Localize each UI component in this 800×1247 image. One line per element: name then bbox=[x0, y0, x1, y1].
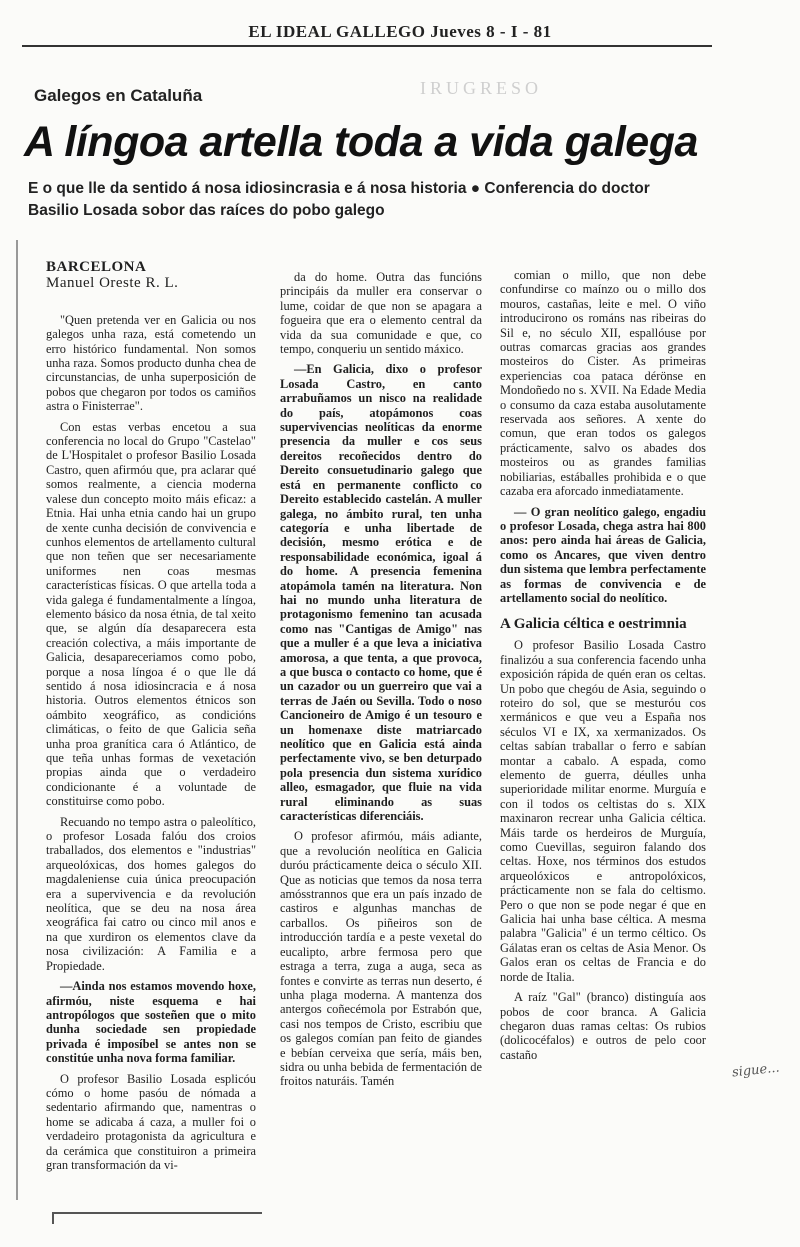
paragraph: — O gran neolítico galego, engadiu o profesor Losada, chega astra hai 800 anos: pero ainda hai áreas de Galicia, como os Ancares, que viven dentro dun sistema que lembra perfectamente as formas de convivencia e de artellamento social do neolítico. bbox=[500, 504, 706, 605]
paragraph: A raíz "Gal" (branco) distinguía aos pobos de coor branca. A Galicia chegaron duas ramas celtas: Os rubios (dolicocéfalos) e outros de pelo coor castaño bbox=[500, 990, 706, 1062]
kicker: Galegos en Cataluña bbox=[34, 86, 203, 105]
paragraph: —En Galicia, dixo o profesor Losada Castro, en canto arrabuñamos un nisco na realidade do país, atopámonos coas supervivencias neolíticas da enorme presencia da muller e cos seus dereitos recoñecidos dentro do Dereito consuetudinario galego que está en permanente conflicto co Dereito establecido castelán. A muller galega, no ámbito rural, ten unha categoría e unha libertade de decisión, mesmo erótica e de responsabilidade económica, igoal á do home. A presencia femenina atopámola tamén na literatura. Non hai no mundo unha literatura de protagonismo femenino tan acusada como nas "Cantigas de Amigo" nas que a muller é a que leva a iniciativa amorosa, a que tenta, a que provoca, a que busca o contacto co home, que é un cazador ou un guerreiro que vai a terras de Jaén ou Sevilla. Todo o noso Cancioneiro de Amigo é un tesouro e un homenaxe diste matriarcado neolítico que en Galicia está ainda perfectamente vivo, se ben deturpado pola presencia dun sistema xurídico alleo, esmagador, que fluie na vida rural eliminando as suas características diferenciáis. bbox=[280, 362, 482, 824]
dateline: BARCELONA bbox=[46, 259, 147, 275]
masthead-rule bbox=[22, 45, 712, 47]
paragraph: —Ainda nos estamos movendo hoxe, afirmóu, niste esquema e hai antropólogos que sosteñen que o mito dunha sociedade sen propiedade privada é imposíbel se antes non se constitúe unha nova forma familiar. bbox=[46, 979, 256, 1066]
bleed-through-text: IRUGRESO bbox=[420, 78, 543, 98]
paragraph: O profesor afirmóu, máis adiante, que a revolución neolítica en Galicia duróu prácticamente deica o século XII. Que as noticias que temos da nosa terra amósstrannos que era un país inzado de castiros e algunhas manchas de carballos. Os piñeiros son de introducción tardía e a peste vexetal do eucalipto, arbre fermosa pero que estraga a terra, zuga a auga, seca as fontes e convirte as terras nun deserto, é unha plaga moderna. A mantenza dos antergos coñecémola por Estrabón que, casi nos tempos de Cristo, escribiu que os galegos comían pan feito de giandes e bebían cerveixa que sería, máis ben, sidra ou unha bebida de fermentación de froitos naturáis. Tamén bbox=[280, 829, 482, 1089]
column-1-body bbox=[46, 313, 256, 1173]
column-3 bbox=[500, 268, 706, 1068]
paragraph: comian o millo, que non debe confundirse co maínzo ou o millo dos mouros, castañas, leite e mel. O viño introducirono os románs nas ribeiras do Sil e, no século XII, espallóuse por outras comarcas gracias aos grandes mosteiros do Cister. As primeiras experiencias coa pataca dérönse en Mondoñedo no s. XVII. Na Edade Media o consumo da caza estaba ausolutamente reservada aos señores. A xente do comun, que eran todos os galegos prácticamente, salvo os abades dos mosteiros ou as grandes familias nobiliarias, estáballes prohibida e o que cazaba era aforcado inmediatamente. bbox=[500, 268, 706, 499]
bottom-rule bbox=[52, 1212, 262, 1214]
paragraph: O profesor Basilio Losada Castro finalizóu a sua conferencia facendo unha exposición rápida de quén eran os celtas. Un pobo que chegóu de Asia, seguindo o roteiro do sol, que se mesturóu cos xermánicos e que veu a España nos séculos VI e IX, xa xermanizados. Os celtas sabían traballar o ferro e sabían montar a cabalo. A espada, como elemento de guerra, déulles unha superioridade militar enorme. Murguía e con il todos os celtistas do s. XIX maxinaron recrear unha Galicia céltica. Máis tarde os herdeiros de Murguía, como Cuevillas, seguiron falando dos celtas. Hoxe, nos términos dos estudos arqueolóxicos e antropolóxicos, prácticamente non se fala do celtismo. Pero o que non se pode negar é que en Galicia hai unha base céltica. A mesma palabra "Galicia" é un termo céltico. Os Gálatas eran os celtas de Asia Menor. Os Galos eran os celtas de Francia e do norde de Italia. bbox=[500, 638, 706, 984]
byline: Manuel Oreste R. L. bbox=[46, 275, 179, 292]
paragraph: Recuando no tempo astra o paleolítico, o profesor Losada falóu dos croios traballados, dos elementos e "industrias" arqueolóxicas, dos homes galegos do magdaleniense cuia única preocupación era a supervivencia e da revolución neolítica, que se deu na nosa área xeográfica fai catro ou cinco mil anos e na que xurdiron os elementos clave da nosa civilización: A Familia e a Propiedade. bbox=[46, 814, 256, 973]
paragraph: O profesor Basilio Losada esplicóu cómo o home pasóu de nómada a sedentario afirmando que, namentras o home se adicaba á caza, a muller foi o verdadeiro protagonista da agricultura e da cerámica que constituiron a primeira gran transformación da vi- bbox=[46, 1071, 256, 1172]
column-2-body bbox=[280, 270, 482, 1089]
left-rule bbox=[16, 240, 18, 1200]
section-heading: A Galicia céltica e oestrimnia bbox=[500, 616, 687, 633]
column-1 bbox=[46, 260, 256, 1178]
paragraph: da do home. Outra das funcións principáis da muller era conservar o lume, coidar de que non se apagara a fogueira que era o elemento central da vida da sua comunidade e que, co tempo, conqueriu un sentido máxico. bbox=[280, 270, 482, 357]
subhead: E o que lle da sentido á nosa idiosincrasia e á nosa historia ● Conferencia do doctor Basilio Losada sobor das raíces do pobo galego bbox=[28, 180, 650, 219]
bottom-rule-tick bbox=[52, 1212, 54, 1224]
column-3-body-after bbox=[500, 638, 706, 1062]
column-2 bbox=[280, 270, 482, 1095]
masthead: EL IDEAL GALLEGO Jueves 8 - I - 81 bbox=[248, 22, 552, 41]
paragraph: Con estas verbas encetou a sua conferencia no local do Grupo "Castelao" de L'Hospitalet o profesor Basilio Losada Castro, quen afirmóu que, pra aclarar qué somos realmente, a ciencia moderna valese dun concepto moito máis eficaz: a Etnia. Hai unha etnia cando hai un grupo de xente cunha decisión de convivencia e cunhos elementos de artellamento cultural que non teñen que ser necesariamente uniformes nen coas mesmas características físicas. O que artella toda a vida galega é fundamentalmente a língoa, elemento básico da nosa étnia, de tal xeito que, se algún día desaparecera esta creación colectiva, a máis importante de Galicia, desapareceriamos como pobo, porque a nosa língoa é o que lle dá sentido á nosa idiosincracia e á nosa historia. Outros elementos étnicos son oámbito xeográfico, as condicións climáticas, o feito de que Galicia seña unha proa granítica cara ó Atlántico, de que teña unhas formas de vexetación propias ainda que o verdadeiro condicionante é a voluntade de constituirse como pobo. bbox=[46, 419, 256, 809]
paragraph: "Quen pretenda ver en Galicia ou nos galegos unha raza, está cometendo un erro histórico fundamental. Non somos unha raza. Somos producto dunha chea de circunstancias, de unha superposición de pobos que chegaron por todos os camiños astra o Finisterrae". bbox=[46, 312, 256, 414]
headline: A língoa artella toda a vida galega bbox=[24, 118, 698, 166]
column-3-body bbox=[500, 268, 706, 605]
handwritten-margin-note: sigue... bbox=[731, 1060, 781, 1081]
